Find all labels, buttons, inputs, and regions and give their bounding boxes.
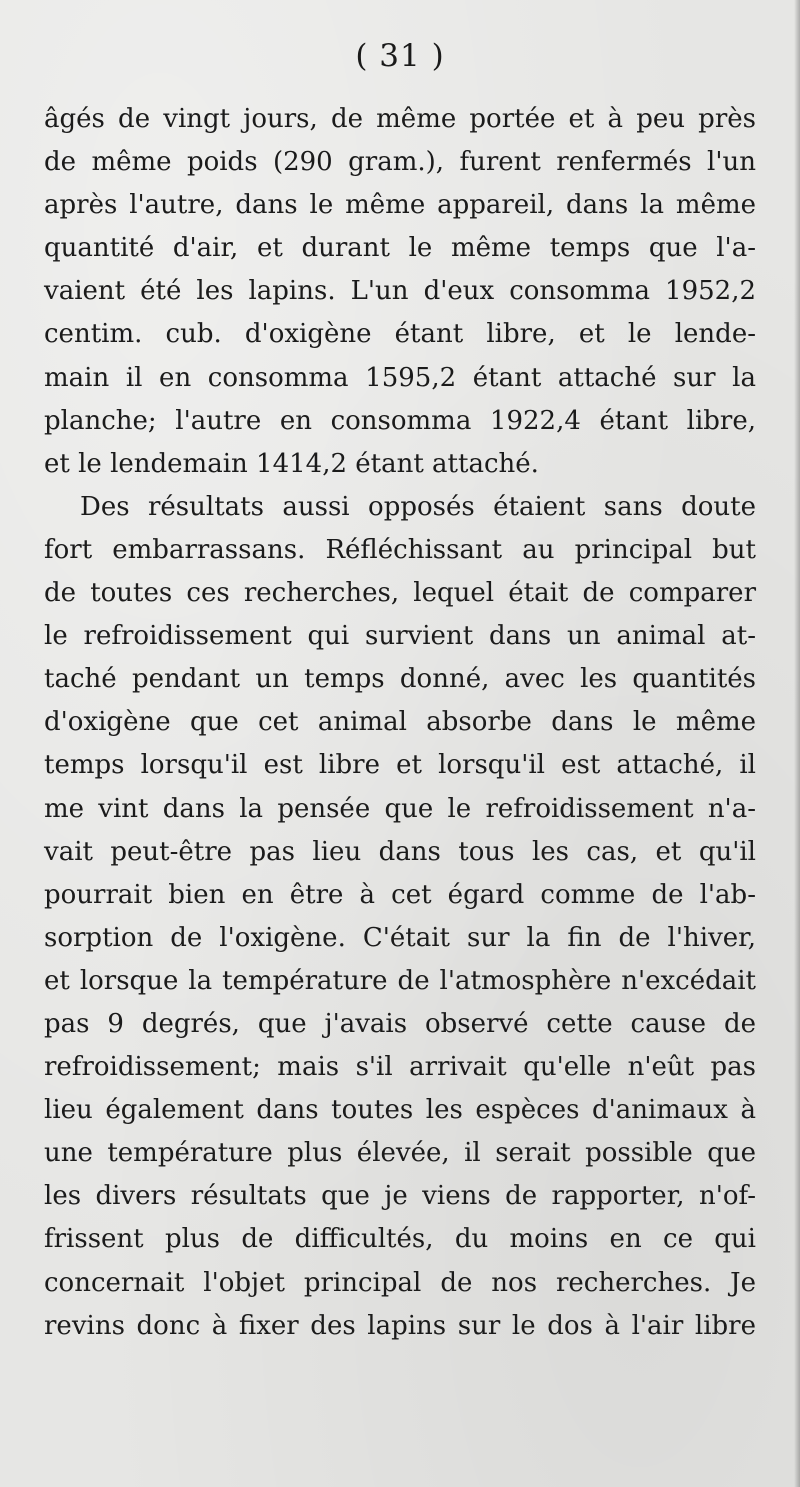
text-line: une température plus élevée, il serait possible que [44, 1138, 756, 1169]
page-body-text [44, 98, 756, 1348]
text-line: le refroidissement qui survient dans un animal at- [44, 621, 756, 652]
text-line: fort embarrassans. Réfléchissant au principal but [44, 534, 756, 565]
text-line: refroidissement; mais s'il arrivait qu'elle n'eût pas [44, 1052, 756, 1083]
text-line: centim. cub. d'oxigène étant libre, et le lende- [44, 319, 756, 350]
text-line: revins donc à fixer des lapins sur le dos à l'air libre [44, 1310, 756, 1341]
page-number: ( 31 ) [355, 38, 445, 74]
text-line: frissent plus de difficultés, du moins en ce qui [44, 1224, 756, 1255]
text-line: vait peut-être pas lieu dans tous les cas, et qu'il [44, 836, 756, 867]
paragraph-end-line: et le lendemain 1414,2 étant attaché. [44, 448, 539, 479]
text-line: concernait l'objet principal de nos recherches. Je [44, 1267, 756, 1298]
text-line: temps lorsqu'il est libre et lorsqu'il est attaché, il [44, 750, 756, 781]
paragraph-start-line: Des résultats aussi opposés étaient sans doute [80, 491, 756, 522]
text-line: pourrait bien en être à cet égard comme de l'ab- [44, 879, 756, 910]
text-line: les divers résultats que je viens de rapporter, n'of- [44, 1181, 756, 1212]
text-line: et lorsque la température de l'atmosphère n'excédait [44, 965, 756, 996]
text-line: âgés de vingt jours, de même portée et à peu près [44, 104, 756, 134]
text-line: de toutes ces recherches, lequel était de comparer [44, 578, 756, 609]
text-line: taché pendant un temps donné, avec les quantités [44, 664, 756, 695]
text-line: après l'autre, dans le même appareil, dans la même [44, 190, 756, 221]
text-line: lieu également dans toutes les espèces d'animaux à [44, 1095, 756, 1126]
text-line: sorption de l'oxigène. C'était sur la fin de l'hiver, [44, 922, 756, 953]
text-line: pas 9 degrés, que j'avais observé cette cause de [44, 1008, 756, 1039]
text-line: main il en consomma 1595,2 étant attaché sur la [44, 362, 756, 393]
text-line: de même poids (290 gram.), furent renfermés l'un [44, 147, 756, 178]
text-line: quantité d'air, et durant le même temps que l'a- [44, 233, 756, 264]
text-line: me vint dans la pensée que le refroidissement n'a- [44, 793, 756, 824]
text-line: d'oxigène que cet animal absorbe dans le même [44, 707, 756, 738]
text-line: vaient été les lapins. L'un d'eux consomma 1952,2 [44, 276, 756, 307]
text-line: planche; l'autre en consomma 1922,4 étant libre, [44, 405, 756, 436]
